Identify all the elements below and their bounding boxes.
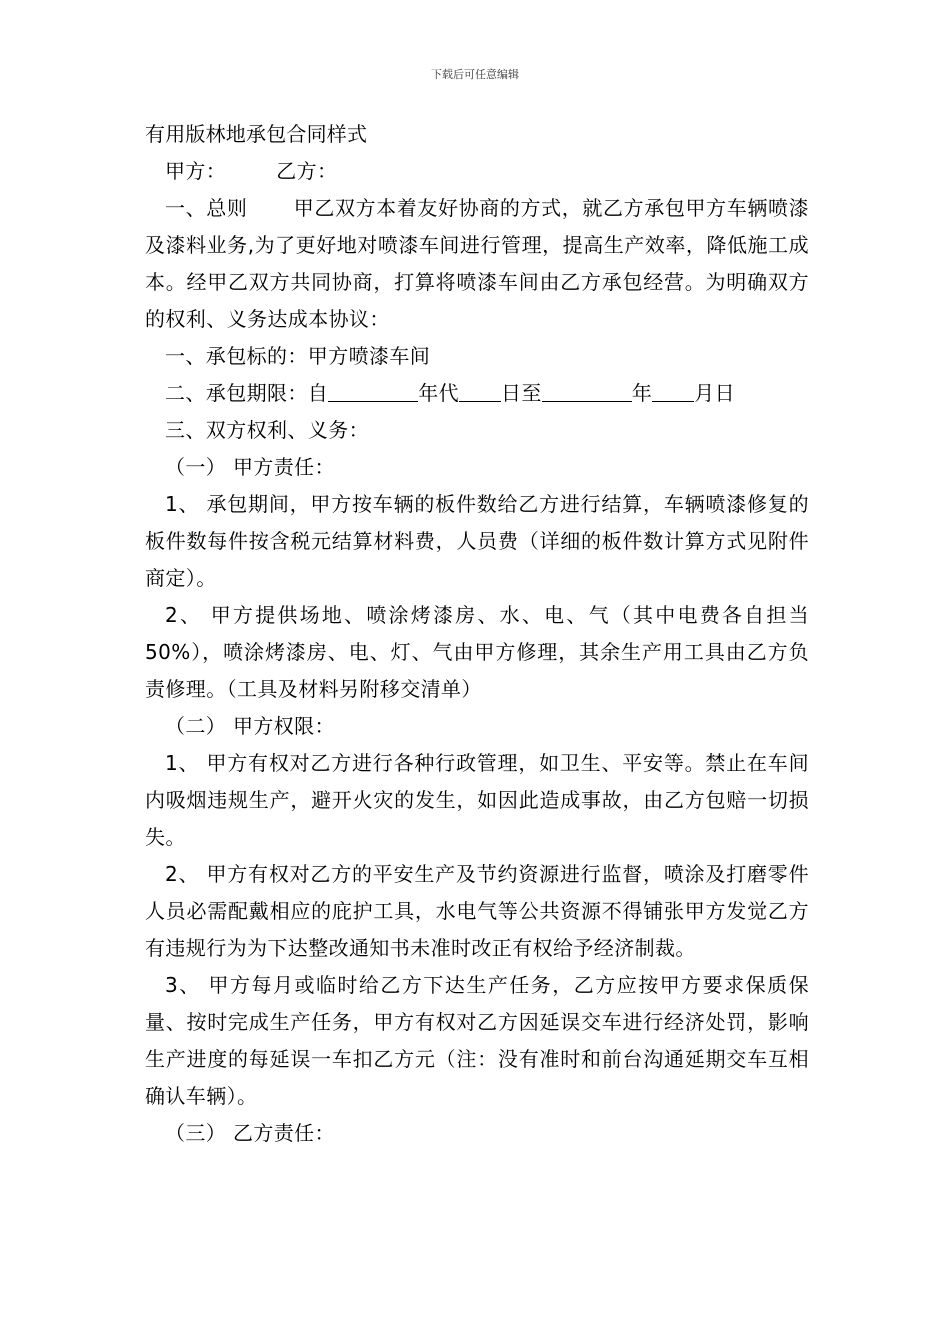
section-2-clause-2: 2、 甲方有权对乙方的平安生产及节约资源进行监督，喷涂及打磨零件人员必需配戴相应的庇护工具，水电气等公共资源不得铺张甲方发觉乙方有违规行为为下达整改通知书未准时改正有权给予经济制裁。 bbox=[145, 862, 809, 960]
contract-body bbox=[145, 116, 809, 1152]
term-start-year-blank bbox=[328, 381, 418, 402]
section-1-clause-1: 1、 承包期间，甲方按车辆的板件数给乙方进行结算，车辆喷漆修复的板件数每件按含税元结算材料费，人员费（详细的板件数计算方式见附件商定）。 bbox=[145, 492, 809, 590]
item-term bbox=[145, 375, 809, 412]
item-rights: 三、双方权利、义务： bbox=[165, 418, 369, 442]
general-text: 甲乙双方本着友好协商的方式，就乙方承包甲方车辆喷漆及漆料业务,为了更好地对喷漆车间进行管理，提高生产效率，降低施工成本。经甲乙双方共同协商，打算将喷漆车间由乙方承包经营。为明确双方的权利、义务达成本协议： bbox=[145, 196, 809, 331]
section-2-heading: （二） 甲方权限： bbox=[165, 714, 335, 738]
general-clause bbox=[145, 190, 809, 338]
term-mid1: 年代 bbox=[418, 381, 460, 405]
parties-line bbox=[145, 153, 809, 190]
section-2-clause-1: 1、 甲方有权对乙方进行各种行政管理，如卫生、平安等。禁止在车间内吸烟违规生产，避开火灾的发生，如因此造成事故，由乙方包赔一切损失。 bbox=[145, 751, 809, 849]
term-end-month-blank bbox=[652, 381, 694, 402]
section-3-heading: （三） 乙方责任： bbox=[165, 1121, 335, 1145]
term-mid3: 年 bbox=[631, 381, 653, 405]
general-label: 一、总则 bbox=[165, 196, 248, 220]
party-b-label: 乙方： bbox=[276, 159, 338, 183]
document-title: 有用版林地承包合同样式 bbox=[145, 122, 368, 146]
section-1-clause-2: 2、 甲方提供场地、喷涂烤漆房、水、电、气（其中电费各自担当50%），喷涂烤漆房、电、灯、气由甲方修理，其余生产用工具由乙方负责修理。（工具及材料另附移交清单） bbox=[145, 603, 809, 701]
term-end: 月日 bbox=[694, 381, 736, 405]
section-1-heading: （一） 甲方责任： bbox=[165, 455, 335, 479]
term-end-year-blank bbox=[542, 381, 632, 402]
party-a-label: 甲方： bbox=[165, 159, 227, 183]
term-prefix: 二、承包期限：自 bbox=[165, 381, 329, 405]
term-mid2: 日至 bbox=[501, 381, 542, 405]
page-header-note: 下载后可任意编辑 bbox=[431, 68, 519, 81]
section-2-clause-3: 3、 甲方每月或临时给乙方下达生产任务，乙方应按甲方要求保质保量、按时完成生产任务，甲方有权对乙方因延误交车进行经济处罚，影响生产进度的每延误一车扣乙方元（注：没有准时和前台沟通延期交车互相确认车辆）。 bbox=[145, 973, 809, 1108]
item-subject: 一、承包标的：甲方喷漆车间 bbox=[165, 344, 431, 368]
term-start-day-blank bbox=[459, 381, 501, 402]
